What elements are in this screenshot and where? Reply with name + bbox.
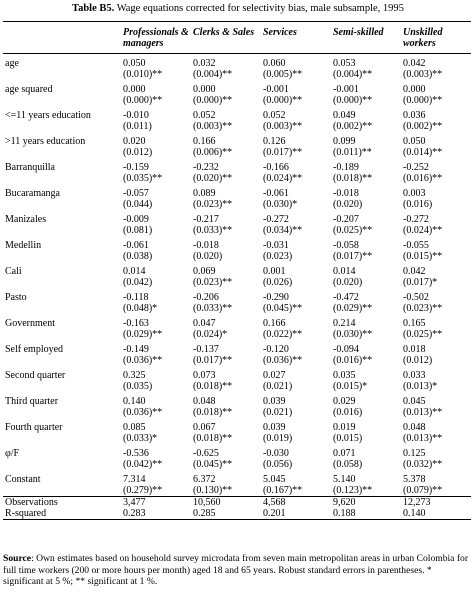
table-row-se	[3, 485, 471, 497]
row-label: Medellin	[5, 240, 42, 251]
std-error-cell: (0.013)**	[403, 433, 443, 444]
column-header: Semi-skilled	[333, 27, 384, 38]
coefficient-cell: -0.061	[263, 188, 289, 199]
table-row-se	[3, 329, 471, 340]
std-error-cell: (0.045)**	[263, 303, 303, 314]
coefficient-cell: 7.314	[123, 474, 146, 485]
row-label: age squared	[5, 84, 53, 95]
std-error-cell: (0.010)**	[123, 69, 163, 80]
row-label-blank	[3, 225, 121, 236]
table-row-se	[3, 69, 471, 80]
coefficient-cell: 0.000	[193, 84, 216, 95]
row-label: Cali	[5, 266, 22, 277]
table-row-se	[3, 147, 471, 158]
coefficient-cell: -0.206	[193, 292, 219, 303]
coefficient-cell: 0.035	[333, 370, 356, 381]
coefficient-cell: -0.149	[123, 344, 149, 355]
coefficient-cell: 0.067	[193, 422, 216, 433]
std-error-cell: (0.024)**	[263, 173, 303, 184]
coefficient-cell: 0.000	[123, 84, 146, 95]
table-row	[3, 262, 471, 277]
coefficient-cell: 0.052	[193, 110, 216, 121]
std-error-cell: (0.019)	[263, 433, 293, 444]
row-label-blank	[3, 459, 121, 470]
table-row	[3, 236, 471, 251]
table-title-text: Wage equations corrected for selectivity bias, male subsample, 1995	[116, 3, 404, 14]
std-error-cell: (0.042)	[123, 277, 153, 288]
coefficient-cell: 0.060	[263, 58, 286, 69]
std-error-cell: (0.021)	[263, 381, 293, 392]
row-label-blank	[3, 381, 121, 392]
row-label: Constant	[5, 474, 41, 485]
source-label: Source	[3, 553, 32, 564]
std-error-cell: (0.017)**	[193, 355, 233, 366]
coefficient-cell: -0.055	[403, 240, 429, 251]
stats-row	[3, 508, 471, 520]
wage-equations-table	[3, 21, 471, 520]
row-label: Fourth quarter	[5, 422, 63, 433]
table-row	[3, 392, 471, 407]
table-row-se	[3, 251, 471, 262]
coefficient-cell: -0.163	[123, 318, 149, 329]
row-label: age	[5, 58, 19, 69]
coefficient-cell: -0.001	[333, 84, 359, 95]
table-row	[3, 470, 471, 485]
row-label-blank	[3, 485, 121, 497]
coefficient-cell: 0.126	[263, 136, 286, 147]
source-text: : Own estimates based on household survey microdata from seven main metropolitan areas in urban Colombia for full time workers (200 or more hours per month) aged 18 and 65 years. Robust standard errors in parentheses. * significant at 5 %; ** significant at 1 %.	[3, 553, 469, 587]
std-error-cell: (0.030)*	[263, 199, 298, 210]
coefficient-cell: 0.073	[193, 370, 216, 381]
table-row-se	[3, 199, 471, 210]
std-error-cell: (0.012)	[403, 355, 433, 366]
std-error-cell: (0.000)**	[403, 95, 443, 106]
coefficient-cell: 0.089	[193, 188, 216, 199]
std-error-cell: (0.033)**	[193, 303, 233, 314]
row-label: Manizales	[5, 214, 47, 225]
std-error-cell: (0.015)	[333, 433, 363, 444]
coefficient-cell: -0.137	[193, 344, 219, 355]
std-error-cell: (0.035)	[123, 381, 153, 392]
std-error-cell: (0.016)	[403, 199, 433, 210]
coefficient-cell: 0.085	[123, 422, 146, 433]
std-error-cell: (0.025)**	[403, 329, 443, 340]
coefficient-cell: 0.039	[263, 396, 286, 407]
table-row	[3, 80, 471, 95]
coefficient-cell: 0.050	[403, 136, 426, 147]
row-label-blank	[3, 121, 121, 132]
coefficient-cell: 0.036	[403, 110, 426, 121]
table-row	[3, 288, 471, 303]
coefficient-cell: 0.140	[123, 396, 146, 407]
coefficient-cell: 5.140	[333, 474, 356, 485]
std-error-cell: (0.016)**	[403, 173, 443, 184]
std-error-cell: (0.018)**	[193, 381, 233, 392]
std-error-cell: (0.279)**	[121, 485, 191, 497]
std-error-cell: (0.030)**	[333, 329, 373, 340]
row-label: Second quarter	[5, 370, 66, 381]
coefficient-cell: 0.047	[193, 318, 216, 329]
std-error-cell: (0.025)**	[333, 225, 373, 236]
coefficient-cell: 0.048	[403, 422, 426, 433]
coefficient-cell: 0.000	[403, 84, 426, 95]
coefficient-cell: 0.039	[263, 422, 286, 433]
coefficient-cell: -0.290	[263, 292, 289, 303]
table-header-row	[3, 22, 471, 54]
table-row-se	[3, 303, 471, 314]
coefficient-cell: 6.372	[193, 474, 216, 485]
std-error-cell: (0.044)	[123, 199, 153, 210]
std-error-cell: (0.018)**	[193, 433, 233, 444]
coefficient-cell: -0.472	[333, 292, 359, 303]
std-error-cell: (0.002)**	[403, 121, 443, 132]
stats-value: 0.188	[331, 508, 401, 520]
table-body	[3, 54, 471, 520]
table-row	[3, 366, 471, 381]
std-error-cell: (0.123)**	[331, 485, 401, 497]
coefficient-cell: 0.325	[123, 370, 146, 381]
row-label: Government	[5, 318, 55, 329]
table-row-se	[3, 355, 471, 366]
std-error-cell: (0.024)*	[193, 329, 228, 340]
coefficient-cell: -0.232	[193, 162, 219, 173]
column-header: Professionals & managers	[123, 27, 189, 49]
row-label-blank	[3, 173, 121, 184]
coefficient-cell: -0.058	[333, 240, 359, 251]
std-error-cell: (0.014)**	[403, 147, 443, 158]
column-header: Unskilled workers	[403, 27, 443, 49]
stats-value: 9,620	[331, 497, 401, 509]
std-error-cell: (0.045)**	[193, 459, 233, 470]
std-error-cell: (0.032)**	[403, 459, 443, 470]
row-label-blank	[3, 329, 121, 340]
coefficient-cell: 0.071	[333, 448, 356, 459]
std-error-cell: (0.023)**	[403, 303, 443, 314]
coefficient-cell: -0.166	[263, 162, 289, 173]
coefficient-cell: -0.018	[193, 240, 219, 251]
row-label: Pasto	[5, 292, 27, 303]
coefficient-cell: 5.378	[403, 474, 426, 485]
coefficient-cell: -0.159	[123, 162, 149, 173]
coefficient-cell: 0.052	[263, 110, 286, 121]
std-error-cell: (0.033)*	[123, 433, 158, 444]
stats-value: 0.140	[401, 508, 471, 520]
std-error-cell: (0.020)	[333, 199, 363, 210]
std-error-cell: (0.058)	[333, 459, 363, 470]
coefficient-cell: -0.189	[333, 162, 359, 173]
coefficient-cell: -0.009	[123, 214, 149, 225]
table-row-se	[3, 407, 471, 418]
std-error-cell: (0.018)**	[193, 407, 233, 418]
std-error-cell: (0.056)	[263, 459, 293, 470]
std-error-cell: (0.167)**	[261, 485, 331, 497]
table-row-se	[3, 225, 471, 236]
stats-value: 4,568	[261, 497, 331, 509]
std-error-cell: (0.011)	[123, 121, 152, 132]
table-row	[3, 54, 471, 70]
std-error-cell: (0.016)**	[333, 355, 373, 366]
coefficient-cell: -0.536	[123, 448, 149, 459]
table-title-label: Table B5.	[72, 3, 115, 14]
std-error-cell: (0.048)*	[123, 303, 158, 314]
std-error-cell: (0.036)**	[123, 355, 163, 366]
std-error-cell: (0.036)**	[263, 355, 303, 366]
std-error-cell: (0.042)**	[123, 459, 163, 470]
coefficient-cell: 0.032	[193, 58, 216, 69]
table-row-se	[3, 459, 471, 470]
coefficient-cell: 0.042	[403, 266, 426, 277]
std-error-cell: (0.016)	[333, 407, 363, 418]
coefficient-cell: 0.020	[123, 136, 146, 147]
coefficient-cell: -0.061	[123, 240, 149, 251]
stats-label: R-squared	[3, 508, 121, 520]
std-error-cell: (0.020)	[193, 251, 223, 262]
std-error-cell: (0.023)	[263, 251, 293, 262]
coefficient-cell: -0.272	[263, 214, 289, 225]
table-row-se	[3, 95, 471, 106]
std-error-cell: (0.026)	[263, 277, 293, 288]
coefficient-cell: 0.050	[123, 58, 146, 69]
column-header: Clerks & Sales	[193, 27, 255, 38]
std-error-cell: (0.023)**	[193, 199, 233, 210]
table-row	[3, 444, 471, 459]
coefficient-cell: -0.502	[403, 292, 429, 303]
row-label-blank	[3, 355, 121, 366]
table-row	[3, 314, 471, 329]
table-row-se	[3, 277, 471, 288]
std-error-cell: (0.006)**	[193, 147, 233, 158]
coefficient-cell: -0.207	[333, 214, 359, 225]
coefficient-cell: 0.165	[403, 318, 426, 329]
coefficient-cell: 0.019	[333, 422, 356, 433]
std-error-cell: (0.022)**	[263, 329, 303, 340]
coefficient-cell: 0.166	[193, 136, 216, 147]
std-error-cell: (0.021)	[263, 407, 293, 418]
row-label-blank	[3, 277, 121, 288]
std-error-cell: (0.002)**	[333, 121, 373, 132]
std-error-cell: (0.020)**	[193, 173, 233, 184]
row-label-blank	[3, 303, 121, 314]
coefficient-cell: 0.049	[333, 110, 356, 121]
row-label-blank	[3, 251, 121, 262]
coefficient-cell: -0.272	[403, 214, 429, 225]
table-row	[3, 106, 471, 121]
coefficient-cell: 0.166	[263, 318, 286, 329]
std-error-cell: (0.029)**	[333, 303, 373, 314]
row-label-blank	[3, 199, 121, 210]
coefficient-cell: 0.018	[403, 344, 426, 355]
table-title	[0, 3, 476, 14]
row-label: Barranquilla	[5, 162, 55, 173]
header-blank	[3, 22, 121, 54]
coefficient-cell: 0.003	[403, 188, 426, 199]
coefficient-cell: 0.045	[403, 396, 426, 407]
coefficient-cell: -0.118	[123, 292, 149, 303]
std-error-cell: (0.000)**	[193, 95, 233, 106]
coefficient-cell: 0.099	[333, 136, 356, 147]
std-error-cell: (0.017)**	[333, 251, 373, 262]
std-error-cell: (0.035)**	[123, 173, 163, 184]
row-label-blank	[3, 147, 121, 158]
row-label-blank	[3, 433, 121, 444]
table-row	[3, 132, 471, 147]
source-note	[3, 553, 473, 588]
table-row-se	[3, 381, 471, 392]
stats-label: Observations	[3, 497, 121, 509]
std-error-cell: (0.012)	[123, 147, 153, 158]
row-label: >11 years education	[5, 136, 86, 147]
std-error-cell: (0.015)*	[333, 381, 368, 392]
std-error-cell: (0.130)**	[191, 485, 261, 497]
coefficient-cell: 0.001	[263, 266, 286, 277]
std-error-cell: (0.000)**	[123, 95, 163, 106]
coefficient-cell: -0.625	[193, 448, 219, 459]
coefficient-cell: -0.001	[263, 84, 289, 95]
row-label-blank	[3, 69, 121, 80]
std-error-cell: (0.015)**	[403, 251, 443, 262]
row-label: Self employed	[5, 344, 64, 355]
stats-value: 0.285	[191, 508, 261, 520]
row-label: Bucaramanga	[5, 188, 60, 199]
row-label: φ/F	[5, 448, 20, 459]
coefficient-cell: -0.031	[263, 240, 289, 251]
coefficient-cell: -0.010	[123, 110, 149, 121]
std-error-cell: (0.000)**	[333, 95, 373, 106]
table-row	[3, 418, 471, 433]
coefficient-cell: 0.042	[403, 58, 426, 69]
stats-value: 0.283	[121, 508, 191, 520]
coefficient-cell: 0.029	[333, 396, 356, 407]
table-row	[3, 184, 471, 199]
table-row-se	[3, 173, 471, 184]
std-error-cell: (0.004)**	[193, 69, 233, 80]
row-label-blank	[3, 407, 121, 418]
coefficient-cell: 0.069	[193, 266, 216, 277]
stats-value: 12,273	[401, 497, 471, 509]
std-error-cell: (0.024)**	[403, 225, 443, 236]
coefficient-cell: -0.217	[193, 214, 219, 225]
std-error-cell: (0.033)**	[193, 225, 233, 236]
std-error-cell: (0.081)	[123, 225, 153, 236]
coefficient-cell: -0.030	[263, 448, 289, 459]
stats-value: 10,560	[191, 497, 261, 509]
coefficient-cell: 0.014	[123, 266, 146, 277]
std-error-cell: (0.013)**	[403, 407, 443, 418]
std-error-cell: (0.005)**	[263, 69, 303, 80]
coefficient-cell: -0.057	[123, 188, 149, 199]
coefficient-cell: 0.027	[263, 370, 286, 381]
stats-value: 0.201	[261, 508, 331, 520]
table-row	[3, 210, 471, 225]
std-error-cell: (0.003)**	[403, 69, 443, 80]
table-row	[3, 340, 471, 355]
std-error-cell: (0.003)**	[193, 121, 233, 132]
stats-value: 3,477	[121, 497, 191, 509]
row-label: <=11 years education	[5, 110, 91, 121]
coefficient-cell: 0.014	[333, 266, 356, 277]
std-error-cell: (0.017)*	[403, 277, 438, 288]
row-label: Third quarter	[5, 396, 59, 407]
coefficient-cell: 0.033	[403, 370, 426, 381]
table-row	[3, 158, 471, 173]
std-error-cell: (0.034)**	[263, 225, 303, 236]
coefficient-cell: -0.252	[403, 162, 429, 173]
coefficient-cell: 5.045	[263, 474, 286, 485]
table-row-se	[3, 121, 471, 132]
std-error-cell: (0.000)**	[263, 95, 303, 106]
stats-row	[3, 497, 471, 509]
std-error-cell: (0.023)**	[193, 277, 233, 288]
coefficient-cell: -0.094	[333, 344, 359, 355]
column-header: Services	[263, 27, 297, 38]
std-error-cell: (0.011)**	[333, 147, 372, 158]
std-error-cell: (0.036)**	[123, 407, 163, 418]
std-error-cell: (0.020)	[333, 277, 363, 288]
std-error-cell: (0.079)**	[401, 485, 471, 497]
coefficient-cell: -0.120	[263, 344, 289, 355]
std-error-cell: (0.017)**	[263, 147, 303, 158]
std-error-cell: (0.029)**	[123, 329, 163, 340]
std-error-cell: (0.013)*	[403, 381, 438, 392]
coefficient-cell: 0.048	[193, 396, 216, 407]
coefficient-cell: 0.214	[333, 318, 356, 329]
std-error-cell: (0.004)**	[333, 69, 373, 80]
coefficient-cell: -0.018	[333, 188, 359, 199]
coefficient-cell: 0.053	[333, 58, 356, 69]
std-error-cell: (0.003)**	[263, 121, 303, 132]
row-label-blank	[3, 95, 121, 106]
std-error-cell: (0.018)**	[333, 173, 373, 184]
std-error-cell: (0.038)	[123, 251, 153, 262]
coefficient-cell: 0.125	[403, 448, 426, 459]
table-row-se	[3, 433, 471, 444]
